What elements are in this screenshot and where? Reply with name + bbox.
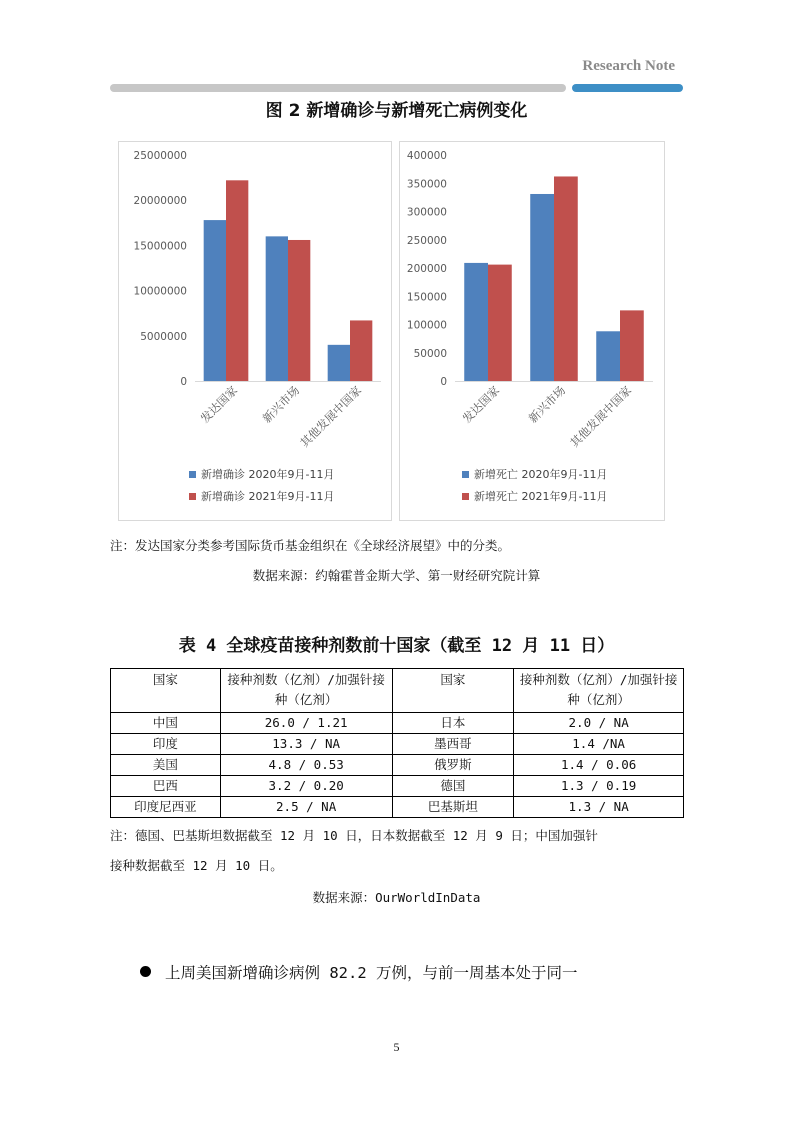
table-cell: 1.4 / 0.06 [514, 755, 684, 776]
y-tick-label: 200000 [406, 263, 447, 275]
x-tick-label: 其他发展中国家 [567, 383, 635, 451]
table-header-cell: 国家 [392, 669, 514, 713]
bar [596, 331, 620, 381]
bullet-icon [140, 966, 151, 977]
y-tick-label: 0 [440, 376, 447, 388]
legend-label: 新增死亡 2021年9月-11月 [474, 490, 608, 503]
body-text: 上周美国新增确诊病例 82.2 万例，与前一周基本处于同一 [165, 964, 578, 982]
table-header-cell: 国家 [111, 669, 221, 713]
legend-swatch [189, 471, 196, 478]
y-tick-label: 10000000 [133, 285, 187, 298]
legend-swatch [462, 471, 469, 478]
y-tick-label: 0 [180, 376, 187, 388]
y-tick-label: 150000 [406, 291, 447, 304]
table-cell: 26.0 / 1.21 [220, 713, 392, 734]
table-cell: 2.5 / NA [220, 797, 392, 818]
header-divider-grey [110, 84, 566, 92]
table-cell: 巴基斯坦 [392, 797, 514, 818]
bar [530, 194, 554, 381]
legend-label: 新增确诊 2021年9月-11月 [201, 490, 335, 503]
header-divider-blue [572, 84, 683, 92]
table-cell: 13.3 / NA [220, 734, 392, 755]
table-row [111, 734, 684, 755]
table-note-line-1: 注：德国、巴基斯坦数据截至 12 月 10 日，日本数据截至 12 月 9 日；中国加强针 [110, 828, 598, 843]
table-cell: 美国 [111, 755, 221, 776]
table-cell: 德国 [392, 776, 514, 797]
table-header-row [111, 669, 684, 713]
y-tick-label: 25000000 [133, 150, 187, 162]
y-tick-label: 15000000 [133, 240, 187, 253]
legend-swatch [189, 493, 196, 500]
bar [350, 320, 372, 381]
y-tick-label: 50000 [413, 347, 447, 360]
legend-label: 新增死亡 2020年9月-11月 [474, 468, 608, 481]
x-tick-label: 新兴市场 [259, 383, 303, 426]
legend-label: 新增确诊 2020年9月-11月 [201, 468, 335, 481]
x-tick-label: 发达国家 [459, 383, 503, 426]
table-cell: 墨西哥 [392, 734, 514, 755]
page-number: 5 [393, 1040, 400, 1054]
table-note-line-2: 接种数据截至 12 月 10 日。 [110, 858, 283, 873]
y-tick-label: 350000 [406, 178, 447, 191]
bar [266, 236, 288, 381]
figure-title: 图 2 新增确诊与新增死亡病例变化 [265, 101, 528, 121]
vaccine-table [110, 668, 684, 818]
table-cell: 巴西 [111, 776, 221, 797]
y-tick-label: 100000 [406, 319, 447, 332]
chart-new-deaths-svg [400, 142, 664, 520]
table-row [111, 755, 684, 776]
table-source: 数据来源：OurWorldInData [312, 890, 481, 905]
y-tick-label: 20000000 [133, 195, 187, 208]
table-cell: 印度 [111, 734, 221, 755]
table-cell: 2.0 / NA [514, 713, 684, 734]
table-title: 表 4 全球疫苗接种剂数前十国家（截至 12 月 11 日） [178, 636, 615, 656]
header-label: Research Note [582, 58, 675, 74]
table-cell: 日本 [392, 713, 514, 734]
chart-new-cases-svg [119, 142, 391, 520]
bar [226, 180, 248, 381]
bar [464, 263, 488, 381]
table-header-cell: 接种剂数（亿剂）/加强针接种（亿剂） [220, 669, 392, 713]
table-row [111, 713, 684, 734]
figure-source: 数据来源：约翰霍普金斯大学、第一财经研究院计算 [252, 568, 541, 583]
table-row [111, 797, 684, 818]
table-cell: 印度尼西亚 [111, 797, 221, 818]
table-cell: 1.3 / NA [514, 797, 684, 818]
y-tick-label: 400000 [406, 150, 447, 162]
bar [328, 345, 350, 381]
table-header-cell: 接种剂数（亿剂）/加强针接种（亿剂） [514, 669, 684, 713]
legend-swatch [462, 493, 469, 500]
body-paragraph [140, 961, 578, 983]
table-cell: 1.4 /NA [514, 734, 684, 755]
table-row [111, 776, 684, 797]
bar [288, 240, 310, 381]
bar [620, 310, 644, 381]
table-cell: 中国 [111, 713, 221, 734]
table-cell: 1.3 / 0.19 [514, 776, 684, 797]
bar [204, 220, 226, 381]
x-tick-label: 发达国家 [197, 383, 241, 426]
chart-new-deaths [399, 141, 665, 521]
bar [488, 265, 512, 381]
table-cell: 4.8 / 0.53 [220, 755, 392, 776]
y-tick-label: 250000 [406, 234, 447, 247]
bar [554, 176, 578, 381]
x-tick-label: 新兴市场 [525, 383, 569, 426]
chart-new-cases [118, 141, 392, 521]
y-tick-label: 5000000 [140, 330, 187, 343]
x-tick-label: 其他发展中国家 [297, 383, 365, 451]
table-cell: 3.2 / 0.20 [220, 776, 392, 797]
y-tick-label: 300000 [406, 206, 447, 219]
table-cell: 俄罗斯 [392, 755, 514, 776]
figure-note: 注：发达国家分类参考国际货币基金组织在《全球经济展望》中的分类。 [110, 538, 511, 553]
